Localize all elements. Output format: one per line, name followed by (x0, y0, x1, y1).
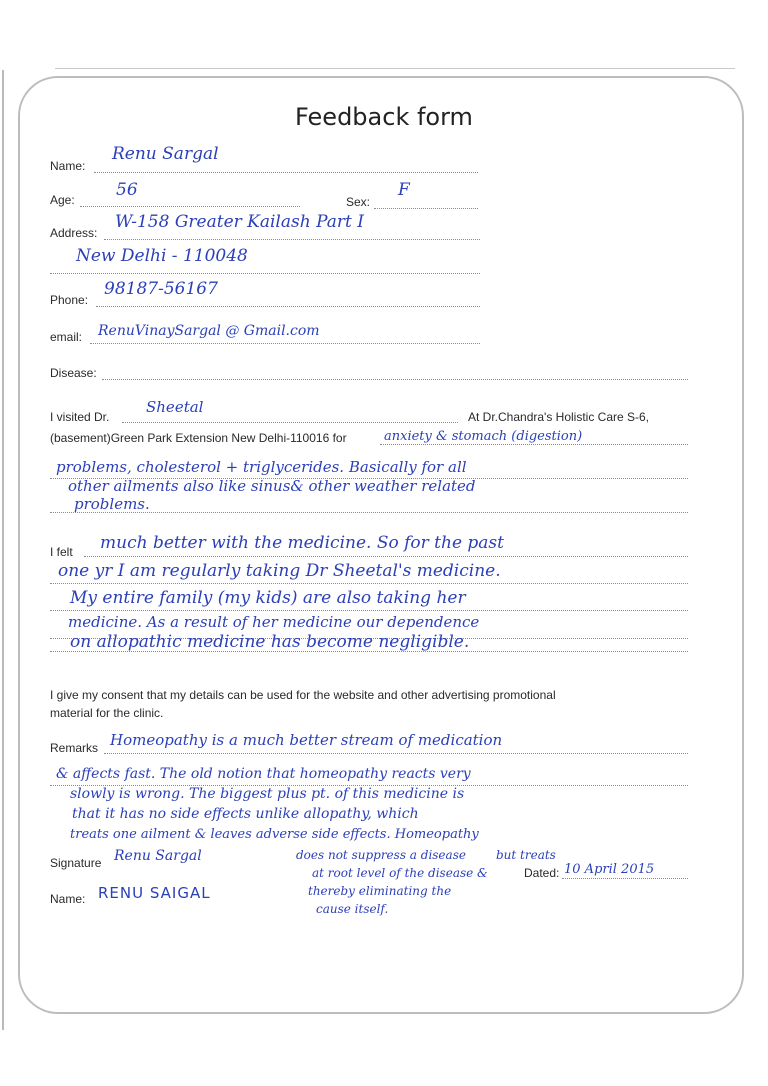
phone-dotted-line (96, 306, 480, 307)
visit-reason-2: problems, cholesterol + triglycerides. Basically for all (56, 458, 467, 476)
felt-value-2: one yr I am regularly taking Dr Sheetal's medicine. (58, 561, 501, 581)
age-value: 56 (116, 180, 138, 200)
dated-dotted-line (562, 878, 688, 879)
felt-value-5: on allopathic medicine has become negligible. (70, 632, 470, 652)
felt-dotted-line-2 (50, 583, 688, 584)
name-value: Renu Sargal (112, 144, 219, 164)
remarks-value-1: Homeopathy is a much better stream of medication (110, 731, 503, 749)
name-dotted-line (94, 172, 478, 173)
felt-dotted-line-1 (84, 556, 688, 557)
dated-label: Dated: (524, 866, 560, 880)
visit-reason-dotted-line (380, 444, 688, 445)
remarks-value-5: treats one ailment & leaves adverse side effects. Homeopathy (70, 827, 479, 842)
sex-value: F (398, 180, 410, 200)
signature-label: Signature (50, 856, 102, 870)
page-edge-line (55, 68, 735, 69)
form-title: Feedback form (295, 103, 473, 131)
name-bottom-label: Name: (50, 892, 86, 906)
doctor-value: Sheetal (146, 398, 204, 416)
visit-reason-3: other ailments also like sinus& other weather related (68, 477, 476, 495)
address-value-line2: New Delhi - 110048 (76, 246, 248, 266)
disease-label: Disease: (50, 366, 97, 380)
remarks-value-6: does not suppress a disease (296, 848, 466, 862)
clinic-address-label: (basement)Green Park Extension New Delhi-110016 for (50, 431, 347, 445)
consent-text-line2: material for the clinic. (50, 706, 164, 720)
felt-value-3: My entire family (my kids) are also taking her (70, 588, 466, 608)
phone-value: 98187-56167 (104, 279, 218, 299)
visited-label: I visited Dr. (50, 410, 110, 424)
signature-value: Renu Sargal (114, 848, 202, 864)
address-dotted-line-1 (104, 239, 480, 240)
remarks-label: Remarks (50, 741, 99, 755)
age-label: Age: (50, 193, 75, 207)
doctor-dotted-line (122, 422, 458, 423)
remarks-value-9: cause itself. (316, 902, 389, 916)
felt-label: I felt (50, 545, 73, 559)
remarks-value-8: thereby eliminating the (308, 884, 452, 898)
scan-edge-mark (2, 70, 4, 1030)
age-dotted-line (80, 206, 300, 207)
remarks-value-2: & affects fast. The old notion that homeopathy reacts very (56, 766, 471, 782)
phone-label: Phone: (50, 293, 89, 307)
email-dotted-line (90, 343, 480, 344)
remarks-value-6-end: but treats (496, 848, 556, 862)
address-label: Address: (50, 226, 98, 240)
address-value-line1: W-158 Greater Kailash Part I (115, 212, 364, 232)
name-bottom-value: RENU SAIGAL (98, 884, 211, 902)
address-dotted-line-2 (50, 273, 480, 274)
sex-dotted-line (374, 208, 478, 209)
visit-reason-1: anxiety & stomach (digestion) (384, 429, 583, 444)
email-label: email: (50, 330, 83, 344)
remarks-value-4: that it has no side effects unlike allopathy, which (72, 806, 419, 822)
email-value: RenuVinaySargal @ Gmail.com (98, 323, 320, 339)
disease-dotted-line (102, 379, 688, 380)
remarks-value-3: slowly is wrong. The biggest plus pt. of this medicine is (70, 786, 465, 802)
dated-value: 10 April 2015 (564, 862, 655, 877)
consent-text-line1: I give my consent that my details can be used for the website and other advertising promotional (50, 688, 556, 702)
felt-dotted-line-3 (50, 610, 688, 611)
clinic-label: At Dr.Chandra's Holistic Care S-6, (468, 410, 650, 424)
felt-value-1: much better with the medicine. So for the past (100, 533, 504, 553)
remarks-value-7: at root level of the disease & (312, 866, 488, 880)
felt-value-4: medicine. As a result of her medicine our dependence (68, 613, 480, 631)
remarks-dotted-line-1 (104, 753, 688, 754)
name-label: Name: (50, 159, 86, 173)
visit-reason-4: problems. (74, 495, 150, 513)
sex-label: Sex: (346, 195, 371, 209)
